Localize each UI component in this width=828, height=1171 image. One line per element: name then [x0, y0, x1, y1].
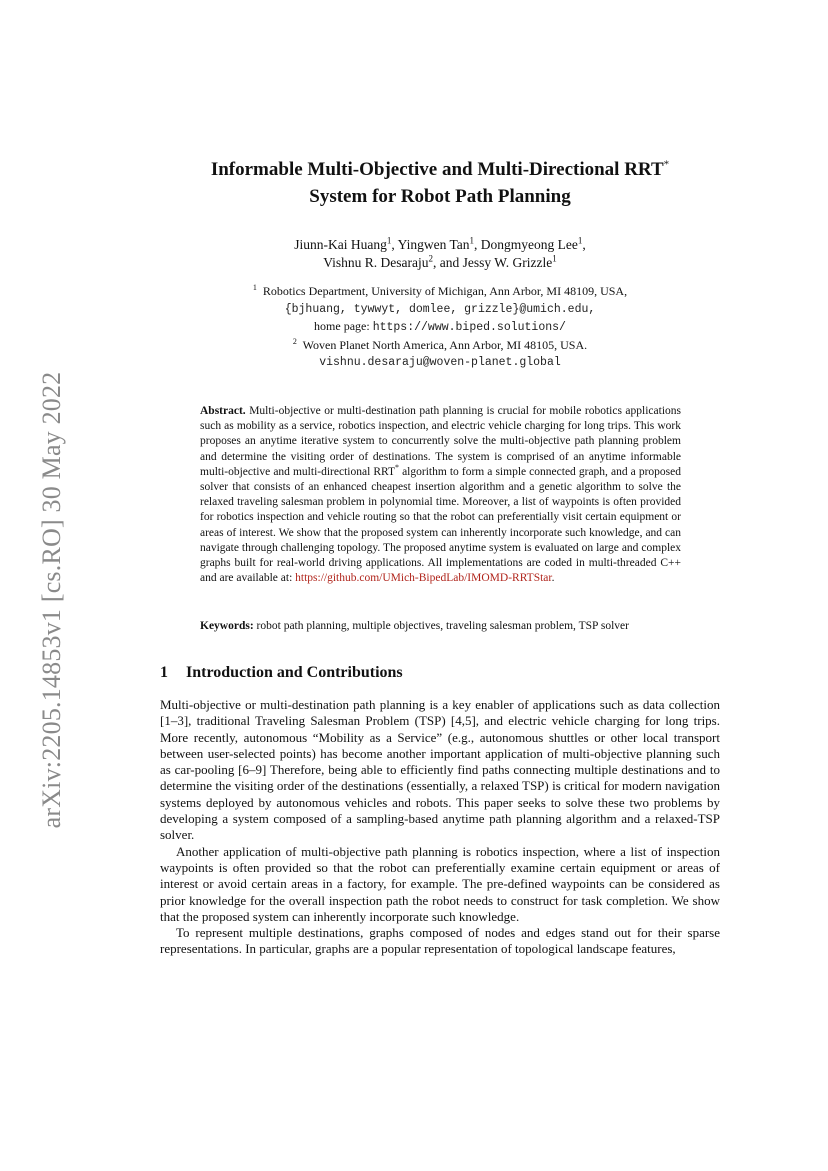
paper-title — [160, 156, 720, 210]
arxiv-stamp: arXiv:2205.14853v1 [cs.RO] 30 May 2022 — [37, 371, 66, 829]
affiliation-1-emails — [160, 300, 720, 319]
homepage-link[interactable]: https://www.biped.solutions/ — [372, 321, 566, 334]
abstract-label: Abstract. — [200, 405, 246, 417]
author-aff: 1 — [386, 235, 392, 246]
title-line-1-text: Informable Multi-Objective and Multi-Directional RRT — [210, 159, 664, 180]
affiliation-2-text: Woven Planet North America, Ann Arbor, MI 48105, USA. — [302, 337, 588, 352]
section-number: 1 — [160, 664, 168, 681]
affiliation-1-text: Robotics Department, University of Michigan, Ann Arbor, MI 48109, USA, — [262, 284, 628, 298]
author-name: Dongmyeong Lee — [480, 237, 578, 252]
paragraph: Another application of multi-objective path planning is robotics inspection, where a list of inspection waypoints is often provided so that the robot can preferentially examine certain equipment or areas of interest or avoid certain areas in a factory, for example. The pre-defined waypoints can be considered as prior knowledge for the overall inspection path the robot needs to construct for task completion. We show that the proposed system can inherently incorporate such knowledge. — [160, 843, 720, 924]
author-line-2: Vishnu R. Desaraju$^2$, and Jessy W. Grizzle$^1$ — [323, 253, 557, 270]
homepage-label: home page: — [314, 319, 370, 333]
affiliation-2 — [160, 337, 720, 354]
author-name: Jessy W. Grizzle — [462, 255, 553, 270]
author-list — [160, 236, 720, 272]
abstract-text-2: algorithm to form a simple connected graph, and a proposed solver that consists of an enhanced cheapest insertion algorithm and a genetic algorithm to solve the relaxed traveling salesman problem in polynomial time. Moreover, a list of waypoints is often provided for robotics inspection and vehicle routing so that the robot can preferentially visit certain equipment or areas of interest. We show that the proposed system can inherently incorporate such knowledge, and can navigate through challenging topology. The proposed anytime system is evaluated on large and complex graphs built for real-world driving applications. All implementations are coded in multi-threaded C++ and are available at: — [200, 465, 681, 585]
author-aff: 1 — [577, 235, 583, 246]
abstract-link-tail: . — [551, 572, 555, 585]
affiliations — [160, 283, 720, 372]
author-line-1: Jiunn-Kai Huang$^1$, Yingwen Tan$^1$, Dongmyeong Lee$^1$, — [294, 235, 586, 252]
author-name: Yingwen Tan — [397, 237, 470, 252]
title-line-1 — [160, 156, 720, 183]
keywords-label: Keywords: — [200, 620, 254, 632]
author-name: Vishnu R. Desaraju — [323, 255, 429, 270]
abstract — [200, 404, 681, 586]
section-title: Introduction and Contributions — [186, 664, 403, 681]
abstract-sup: * — [395, 462, 400, 472]
title-sup: * — [663, 158, 670, 171]
author-name: Jiunn-Kai Huang — [294, 237, 387, 252]
abstract-text-1: Multi-objective or multi-destination path planning is crucial for mobile robotics applications such as mobility as a service, robotics inspection, and electric vehicle charging for long trips. This work proposes an anytime iterative system to concurrently solve the multi-objective path planning problem and determine the visiting order of destinations. The system is comprised of an anytime informable multi-objective and multi-directional RRT — [200, 405, 681, 478]
affiliation-1 — [160, 283, 720, 300]
author-aff: 1 — [552, 253, 557, 264]
paragraph: Multi-objective or multi-destination path planning is a key enabler of applications such as data collection [1–3], traditional Traveling Salesman Problem (TSP) [4,5], and electric vehicle charging for long trips. More recently, autonomous “Mobility as a Service” (e.g., autonomous shuttles or other local transport between user-selected points) has become another important application of multi-objective planning such as car-pooling [6–9] Therefore, being able to efficiently find paths connecting multiple destinations and to determine the visiting order of the destinations (essentially, a relaxed TSP) is critical for modern navigation systems deployed by autonomous vehicles and robots. This paper seeks to solve these two problems by developing a system composed of a sampling-based anytime path planning algorithm and a relaxed-TSP solver. — [160, 697, 720, 843]
author-aff: 1 — [469, 235, 475, 246]
email-list: {bjhuang, tywwyt, domlee, grizzle}@umich.edu, — [284, 302, 596, 316]
github-link[interactable]: https://github.com/UMich-BipedLab/IMOMD-RRTStar — [295, 572, 552, 585]
homepage-line — [160, 318, 720, 337]
email-address: vishnu.desaraju@woven-planet.global — [319, 356, 561, 369]
paragraph: To represent multiple destinations, graphs composed of nodes and edges stand out for their sparse representations. In particular, graphs are a popular representation of topological landscape features, — [160, 925, 720, 957]
affiliation-2-email — [160, 353, 720, 372]
keywords — [200, 619, 681, 634]
title-line-2: System for Robot Path Planning — [309, 186, 571, 207]
keywords-text: robot path planning, multiple objectives, traveling salesman problem, TSP solver — [256, 620, 629, 632]
aff-number: 2 — [292, 336, 297, 346]
aff-number: 1 — [252, 283, 257, 292]
section-heading — [160, 664, 403, 682]
section-body — [160, 697, 720, 958]
author-aff: 2 — [428, 253, 434, 264]
